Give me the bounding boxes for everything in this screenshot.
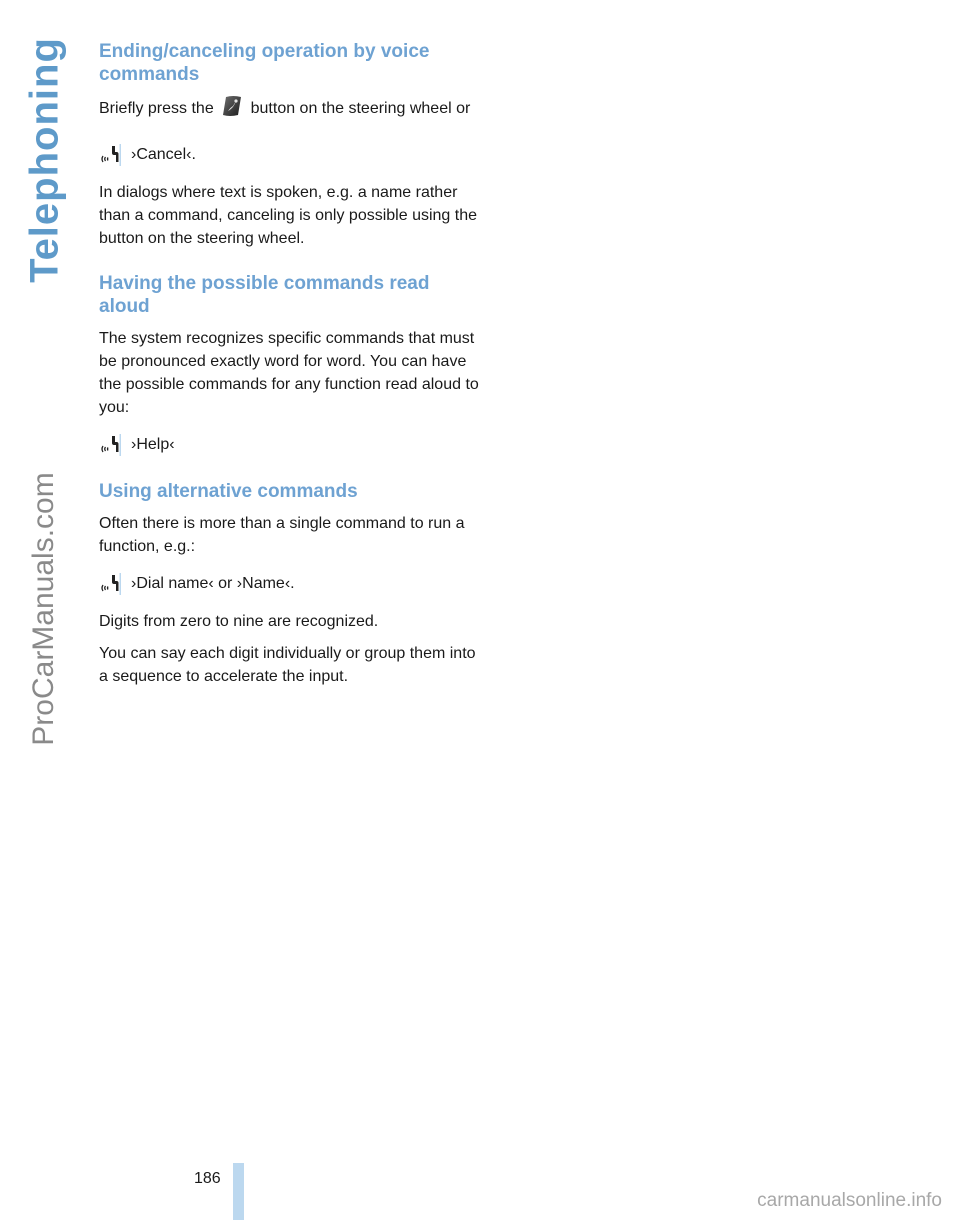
voice-command-icon — [99, 433, 123, 457]
heading-read-aloud: Having the possible commands read aloud — [99, 273, 430, 317]
paragraph-press-button: Briefly press the button on the steering wheel or — [99, 95, 479, 120]
footer-watermark: carmanualsonline.info — [757, 1190, 942, 1211]
command-cancel: ›Cancel‹. — [99, 142, 479, 168]
heading-alternative-commands: Using alternative commands — [99, 481, 358, 502]
page-marker-bar — [233, 1163, 244, 1220]
paragraph-read-aloud: The system recognizes specific commands that must be pronounced exactly word for word. You can have the possible commands for any function read aloud to you: — [99, 330, 479, 416]
voice-command-icon — [99, 572, 123, 596]
command-dial-name: ›Dial name‹ or ›Name‹. — [99, 571, 479, 597]
paragraph-digit-grouping: You can say each digit individually or group them into a sequence to accelerate the input. — [99, 645, 476, 685]
paragraph-digits: Digits from zero to nine are recognized. — [99, 613, 379, 630]
command-help: ›Help‹ — [99, 432, 479, 458]
side-watermark-text: ProCarManuals.com — [27, 472, 60, 746]
steering-wheel-button-icon — [220, 95, 244, 117]
side-watermark — [22, 468, 66, 750]
section-title-text: Telephoning — [22, 37, 67, 283]
page-number: 186 — [194, 1170, 221, 1187]
page-content — [99, 40, 479, 688]
paragraph-cancel-note: In dialogs where text is spoken, e.g. a name rather than a command, canceling is only possible using the button on the steering wheel. — [99, 184, 477, 247]
voice-command-icon — [99, 143, 123, 167]
heading-ending-canceling: Ending/canceling operation by voice commands — [99, 41, 430, 85]
section-title-vertical — [20, 37, 70, 283]
paragraph-alternative: Often there is more than a single command to run a function, e.g.: — [99, 515, 465, 555]
